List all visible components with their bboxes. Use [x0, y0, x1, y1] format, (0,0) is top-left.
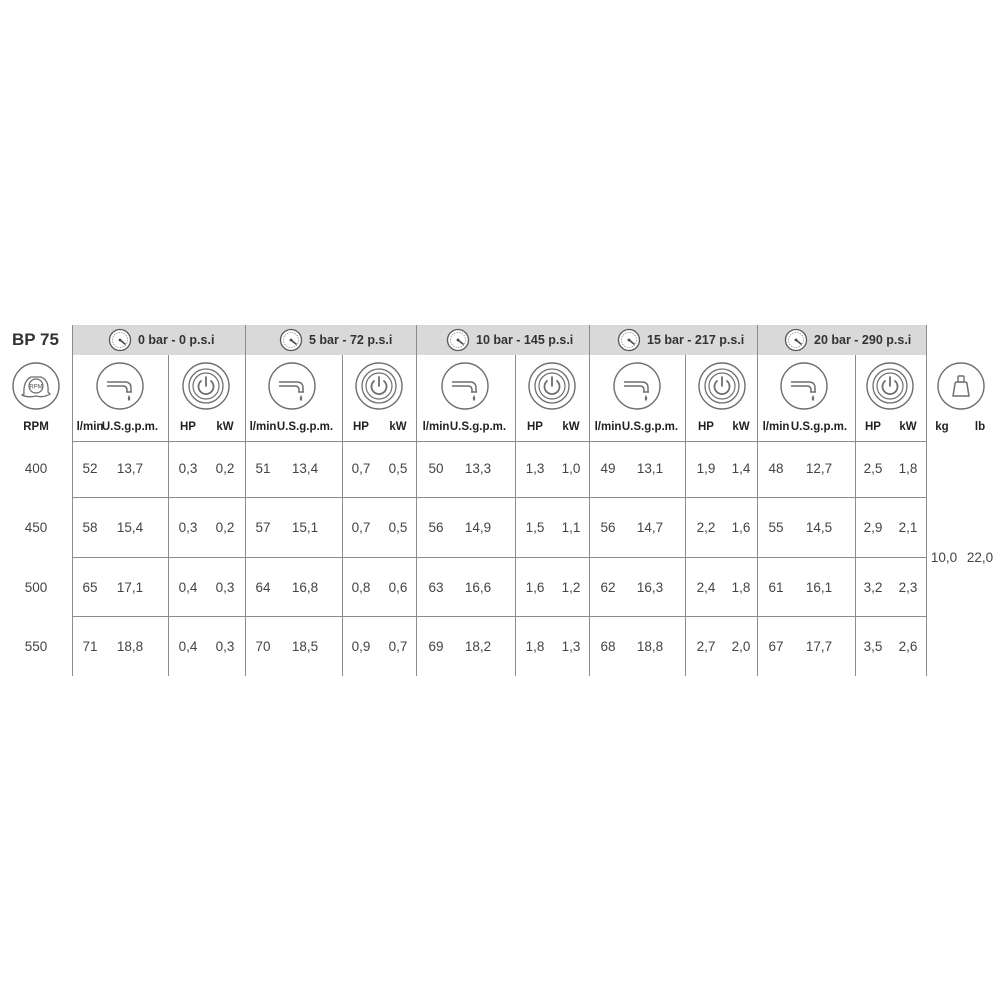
column-divider — [515, 355, 516, 676]
group-divider — [589, 325, 590, 676]
table-cell: 58 — [82, 520, 98, 535]
power-icon — [181, 361, 231, 411]
kw-header: kW — [732, 421, 750, 433]
column-divider — [168, 355, 169, 676]
table-cell: 0,4 — [178, 580, 198, 595]
table-cell: 3,5 — [863, 639, 883, 654]
table-cell: 0,7 — [388, 639, 408, 654]
lmin-header: l/min — [76, 421, 104, 433]
table-cell: 0,8 — [351, 580, 371, 595]
table-cell: 0,9 — [351, 639, 371, 654]
hp-header: HP — [865, 421, 881, 433]
table-cell: 0,2 — [215, 461, 235, 476]
svg-text:RPM: RPM — [29, 384, 43, 391]
pressure-band — [416, 325, 589, 355]
table-cell: 17,7 — [805, 639, 833, 654]
faucet-icon — [95, 361, 145, 411]
table-cell: 65 — [82, 580, 98, 595]
group-divider — [926, 325, 927, 676]
rpm-icon — [11, 361, 61, 411]
pressure-band — [72, 325, 245, 355]
pressure-label: 5 bar - 72 p.s.i — [309, 333, 393, 347]
group-divider — [757, 325, 758, 676]
rpm-cell: 400 — [24, 461, 48, 476]
table-cell: 68 — [600, 639, 616, 654]
table-cell: 14,7 — [636, 520, 664, 535]
table-cell: 63 — [428, 580, 444, 595]
weight-lb-value: 22,0 — [966, 550, 994, 565]
column-divider — [685, 355, 686, 676]
table-cell: 15,4 — [116, 520, 144, 535]
power-icon — [527, 361, 577, 411]
table-cell: 56 — [600, 520, 616, 535]
table-cell: 0,3 — [178, 461, 198, 476]
hp-header: HP — [353, 421, 369, 433]
table-cell: 64 — [255, 580, 271, 595]
pressure-gauge-icon — [446, 328, 470, 352]
lmin-header: l/min — [249, 421, 277, 433]
header-divider — [72, 441, 926, 442]
table-cell: 1,5 — [525, 520, 545, 535]
table-cell: 57 — [255, 520, 271, 535]
table-cell: 13,4 — [291, 461, 319, 476]
table-cell: 51 — [255, 461, 271, 476]
column-divider — [855, 355, 856, 676]
kw-header: kW — [389, 421, 407, 433]
table-cell: 62 — [600, 580, 616, 595]
pressure-label: 10 bar - 145 p.s.i — [476, 333, 574, 347]
table-cell: 0,4 — [178, 639, 198, 654]
table-cell: 0,6 — [388, 580, 408, 595]
table-cell: 0,7 — [351, 520, 371, 535]
weight-kg-value: 10,0 — [930, 550, 958, 565]
row-divider — [72, 497, 926, 498]
weight-icon — [936, 361, 986, 411]
row-divider — [72, 557, 926, 558]
table-cell: 0,2 — [215, 520, 235, 535]
rpm-cell: 550 — [24, 639, 48, 654]
usgpm-header: U.S.g.p.m. — [621, 421, 679, 433]
hp-header: HP — [698, 421, 714, 433]
pressure-label: 15 bar - 217 p.s.i — [647, 333, 745, 347]
table-cell: 61 — [768, 580, 784, 595]
table-cell: 1,9 — [696, 461, 716, 476]
table-cell: 70 — [255, 639, 271, 654]
pressure-label: 0 bar - 0 p.s.i — [138, 333, 215, 347]
power-icon — [697, 361, 747, 411]
table-cell: 0,7 — [351, 461, 371, 476]
pressure-label: 20 bar - 290 p.s.i — [814, 333, 912, 347]
table-cell: 16,3 — [636, 580, 664, 595]
table-cell: 67 — [768, 639, 784, 654]
table-cell: 14,9 — [464, 520, 492, 535]
table-cell: 1,8 — [525, 639, 545, 654]
group-divider — [416, 325, 417, 676]
table-cell: 1,3 — [525, 461, 545, 476]
power-icon — [354, 361, 404, 411]
pressure-gauge-icon — [108, 328, 132, 352]
pressure-gauge-icon — [279, 328, 303, 352]
table-cell: 17,1 — [116, 580, 144, 595]
table-cell: 2,9 — [863, 520, 883, 535]
table-cell: 69 — [428, 639, 444, 654]
table-cell: 18,2 — [464, 639, 492, 654]
table-cell: 55 — [768, 520, 784, 535]
pressure-band — [757, 325, 926, 355]
faucet-icon — [440, 361, 490, 411]
table-cell: 2,6 — [898, 639, 918, 654]
table-cell: 18,8 — [116, 639, 144, 654]
table-cell: 13,1 — [636, 461, 664, 476]
table-cell: 1,8 — [898, 461, 918, 476]
kw-header: kW — [562, 421, 580, 433]
pressure-band — [245, 325, 416, 355]
faucet-icon — [779, 361, 829, 411]
table-cell: 2,1 — [898, 520, 918, 535]
kw-header: kW — [899, 421, 917, 433]
kg-header: kg — [935, 421, 949, 433]
table-cell: 1,6 — [731, 520, 751, 535]
table-cell: 2,7 — [696, 639, 716, 654]
table-cell: 50 — [428, 461, 444, 476]
pressure-band — [589, 325, 757, 355]
lb-header: lb — [974, 421, 986, 433]
table-cell: 18,8 — [636, 639, 664, 654]
rpm-header: RPM — [23, 421, 49, 433]
table-cell: 15,1 — [291, 520, 319, 535]
table-cell: 16,8 — [291, 580, 319, 595]
rpm-cell: 450 — [24, 520, 48, 535]
table-cell: 0,3 — [215, 580, 235, 595]
hp-header: HP — [527, 421, 543, 433]
column-divider — [342, 355, 343, 676]
pressure-gauge-icon — [617, 328, 641, 352]
usgpm-header: U.S.g.p.m. — [101, 421, 159, 433]
kw-header: kW — [216, 421, 234, 433]
table-cell: 56 — [428, 520, 444, 535]
table-cell: 0,3 — [215, 639, 235, 654]
table-cell: 16,1 — [805, 580, 833, 595]
table-cell: 2,5 — [863, 461, 883, 476]
table-cell: 16,6 — [464, 580, 492, 595]
table-cell: 1,0 — [561, 461, 581, 476]
table-cell: 14,5 — [805, 520, 833, 535]
usgpm-header: U.S.g.p.m. — [276, 421, 334, 433]
hp-header: HP — [180, 421, 196, 433]
table-cell: 18,5 — [291, 639, 319, 654]
table-cell: 3,2 — [863, 580, 883, 595]
faucet-icon — [267, 361, 317, 411]
table-cell: 2,3 — [898, 580, 918, 595]
faucet-icon — [612, 361, 662, 411]
group-divider — [245, 325, 246, 676]
table-cell: 1,1 — [561, 520, 581, 535]
table-cell: 2,0 — [731, 639, 751, 654]
group-divider — [72, 325, 73, 676]
lmin-header: l/min — [422, 421, 450, 433]
rpm-cell: 500 — [24, 580, 48, 595]
table-cell: 1,4 — [731, 461, 751, 476]
lmin-header: l/min — [594, 421, 622, 433]
table-cell: 1,8 — [731, 580, 751, 595]
table-cell: 0,5 — [388, 520, 408, 535]
table-cell: 0,5 — [388, 461, 408, 476]
table-cell: 1,3 — [561, 639, 581, 654]
table-cell: 13,3 — [464, 461, 492, 476]
model-title: BP 75 — [12, 330, 59, 349]
table-cell: 12,7 — [805, 461, 833, 476]
table-cell: 2,2 — [696, 520, 716, 535]
table-cell: 52 — [82, 461, 98, 476]
pressure-gauge-icon — [784, 328, 808, 352]
power-icon — [865, 361, 915, 411]
table-cell: 49 — [600, 461, 616, 476]
table-cell: 0,3 — [178, 520, 198, 535]
usgpm-header: U.S.g.p.m. — [790, 421, 848, 433]
table-cell: 71 — [82, 639, 98, 654]
usgpm-header: U.S.g.p.m. — [449, 421, 507, 433]
lmin-header: l/min — [762, 421, 790, 433]
table-cell: 2,4 — [696, 580, 716, 595]
row-divider — [72, 616, 926, 617]
table-cell: 1,2 — [561, 580, 581, 595]
table-cell: 1,6 — [525, 580, 545, 595]
table-cell: 48 — [768, 461, 784, 476]
table-cell: 13,7 — [116, 461, 144, 476]
